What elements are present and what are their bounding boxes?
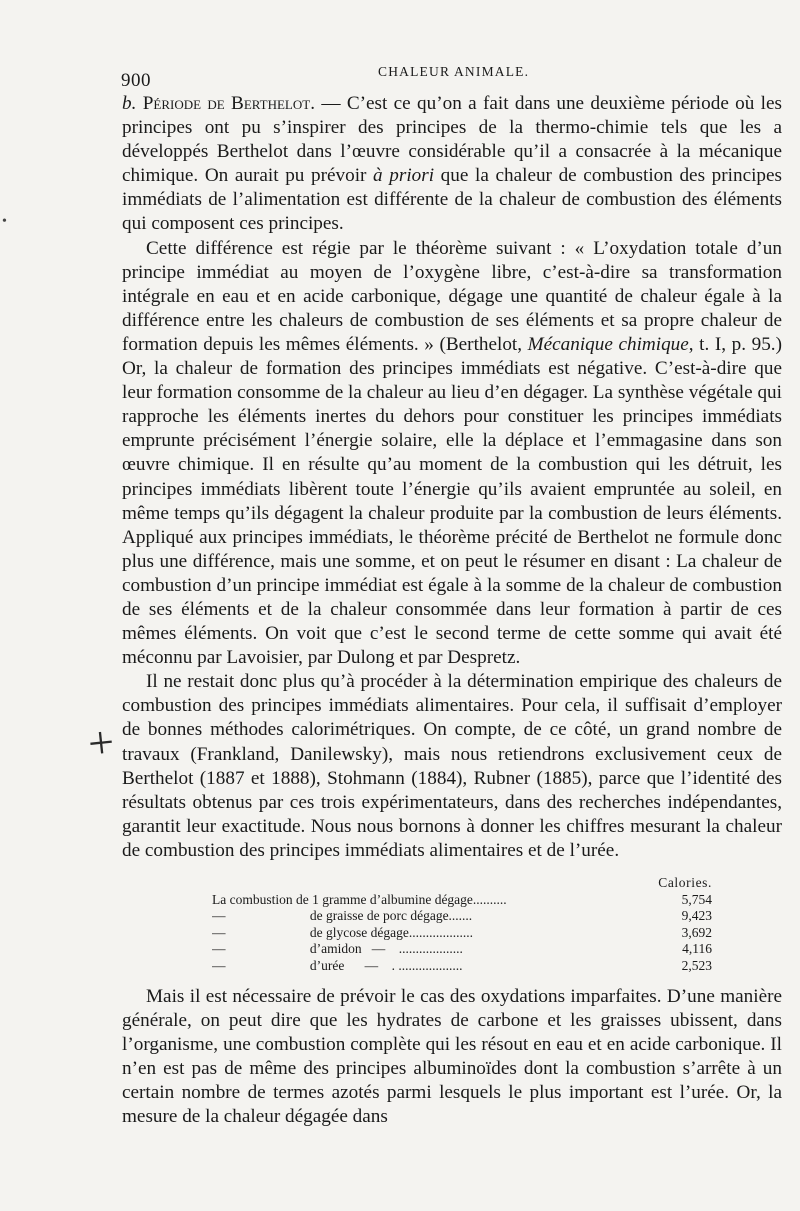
- section-heading: Période de Berthelot.: [142, 93, 315, 114]
- section-label: b.: [122, 93, 137, 114]
- body-text: [122, 92, 782, 1129]
- table-row-label: — de glycose dégage...................: [212, 924, 473, 940]
- page-number: 900: [121, 70, 151, 91]
- paragraph-2-italic: Mécanique chimique: [527, 333, 689, 355]
- table-row-value: 4,116: [682, 941, 712, 957]
- paragraph-2: [122, 237, 782, 671]
- paragraph-1-italic: à priori: [373, 165, 435, 187]
- paragraph-3: Il ne restait donc plus qu’à procéder à la détermination empirique des chaleurs de combustion des principes immédiats alimentaires. Pour cela, il suffisait d’employer de bonnes méthodes calorimétriques. On compte, de ce côté, un grand nombre de travaux (Frankland, Danilewsky), mais nous retiendrons exclusivement ceux de Berthelot (1887 et 1888), Stohmann (1884), Rubner (1885), parce que l’identité des résultats obtenus par ces trois expérimentateurs, dans des recherches indépendantes, garantit leur exactitude. Nous nous bornons à donner les chiffres mesurant la chaleur de combustion des principes immédiats alimentaires et de l’urée.: [122, 671, 782, 861]
- table-row: [212, 892, 712, 909]
- paragraph-2-text-2: , t. I, p. 95.) Or, la chaleur de formation des principes immédiats est négative. C’est-à-dire que leur formation consomme de la chaleur au lieu d’en dégager. La synthèse végétale qui rapproche les éléments inertes du dehors pour constituer les principes immédiats emprunte précisément l’énergie solaire, elle la déplace et l’emmagasine dans son œuvre chimique. Il en résulte qu’au moment de la combustion qui les détruit, les principes immédiats libèrent toute l’énergie qu’ils avaient empruntée au soleil, en même temps qu’ils dégagent la chaleur produite par la combustion de leurs éléments. Appliqué aux principes immédiats, le théorème précité de Berthelot ne formule donc plus une différence, mais une somme, et on peut le résumer en disant : La chaleur de combustion d’un principe immédiat est égale à la somme de la chaleur de combustion de ses éléments et de la chaleur consommée dans leur formation à partir de ces mêmes éléments. On voit que c’est le second terme de cette somme qui avait été méconnu par Lavoisier, par Dulong et par Despretz.: [122, 333, 782, 669]
- paragraph-2-text: Cette différence est régie par le théorème suivant : « L’oxydation totale d’un principe immédiat au moyen de l’oxygène libre, c’est-à-dire sa transformation intégrale en eau et en acide carbonique, dégage une quantité de chaleur égale à la différence entre les chaleurs de combustion de ses éléments et sa propre chaleur de formation depuis les mêmes éléments. » (Berthelot,: [122, 237, 782, 355]
- handwritten-cross-mark: +: [85, 715, 117, 770]
- paragraph-1: [122, 92, 782, 237]
- table-row-label: — d’amidon — ...................: [212, 941, 463, 957]
- table-row: [212, 958, 712, 975]
- running-title: CHALEUR ANIMALE.: [378, 64, 530, 79]
- table-row: [212, 908, 712, 925]
- paragraph-1-text-2: que la chaleur de combustion des principes immédiats de l’alimentation est différente de la chaleur de combustion des éléments qui composent ces principes.: [122, 165, 782, 235]
- table-row-value: 5,754: [681, 891, 712, 907]
- table-row-label: La combustion de 1 gramme d’albumine dégage..........: [212, 891, 507, 907]
- margin-mark: •: [2, 214, 7, 229]
- table-row: [212, 925, 712, 942]
- paragraph-1-text: — C’est ce qu’on a fait dans une deuxième période où les principes ont pu s’inspirer des principes de la thermo-chimie tels que les a développés Berthelot dans l’œuvre considérable qu’il a consacrée à la mécanique chimique. On aurait pu prévoir: [122, 93, 782, 187]
- paragraph-4: Mais il est nécessaire de prévoir le cas des oxydations imparfaites. D’une manière générale, on peut dire que les hydrates de carbone et les graisses ubissent, dans l’organisme, une combustion complète qui les résout en eau et en acide carbonique. Il n’en est pas de même des principes albuminoïdes dont la combustion s’arrête à un certain nombre de termes azotés parmi lesquels le plus important est l’urée. Or, la mesure de la chaleur dégagée dans: [122, 985, 782, 1128]
- table-row-label: — de graisse de porc dégage.......: [212, 908, 473, 924]
- table-row-value: 3,692: [681, 924, 712, 940]
- calorie-table: [212, 875, 712, 975]
- table-unit-header: Calories.: [658, 875, 712, 890]
- table-row: [212, 941, 712, 958]
- table-row-label: — d’urée — . ...................: [212, 957, 463, 973]
- table-row-value: 9,423: [681, 908, 712, 924]
- table-row-value: 2,523: [681, 957, 712, 973]
